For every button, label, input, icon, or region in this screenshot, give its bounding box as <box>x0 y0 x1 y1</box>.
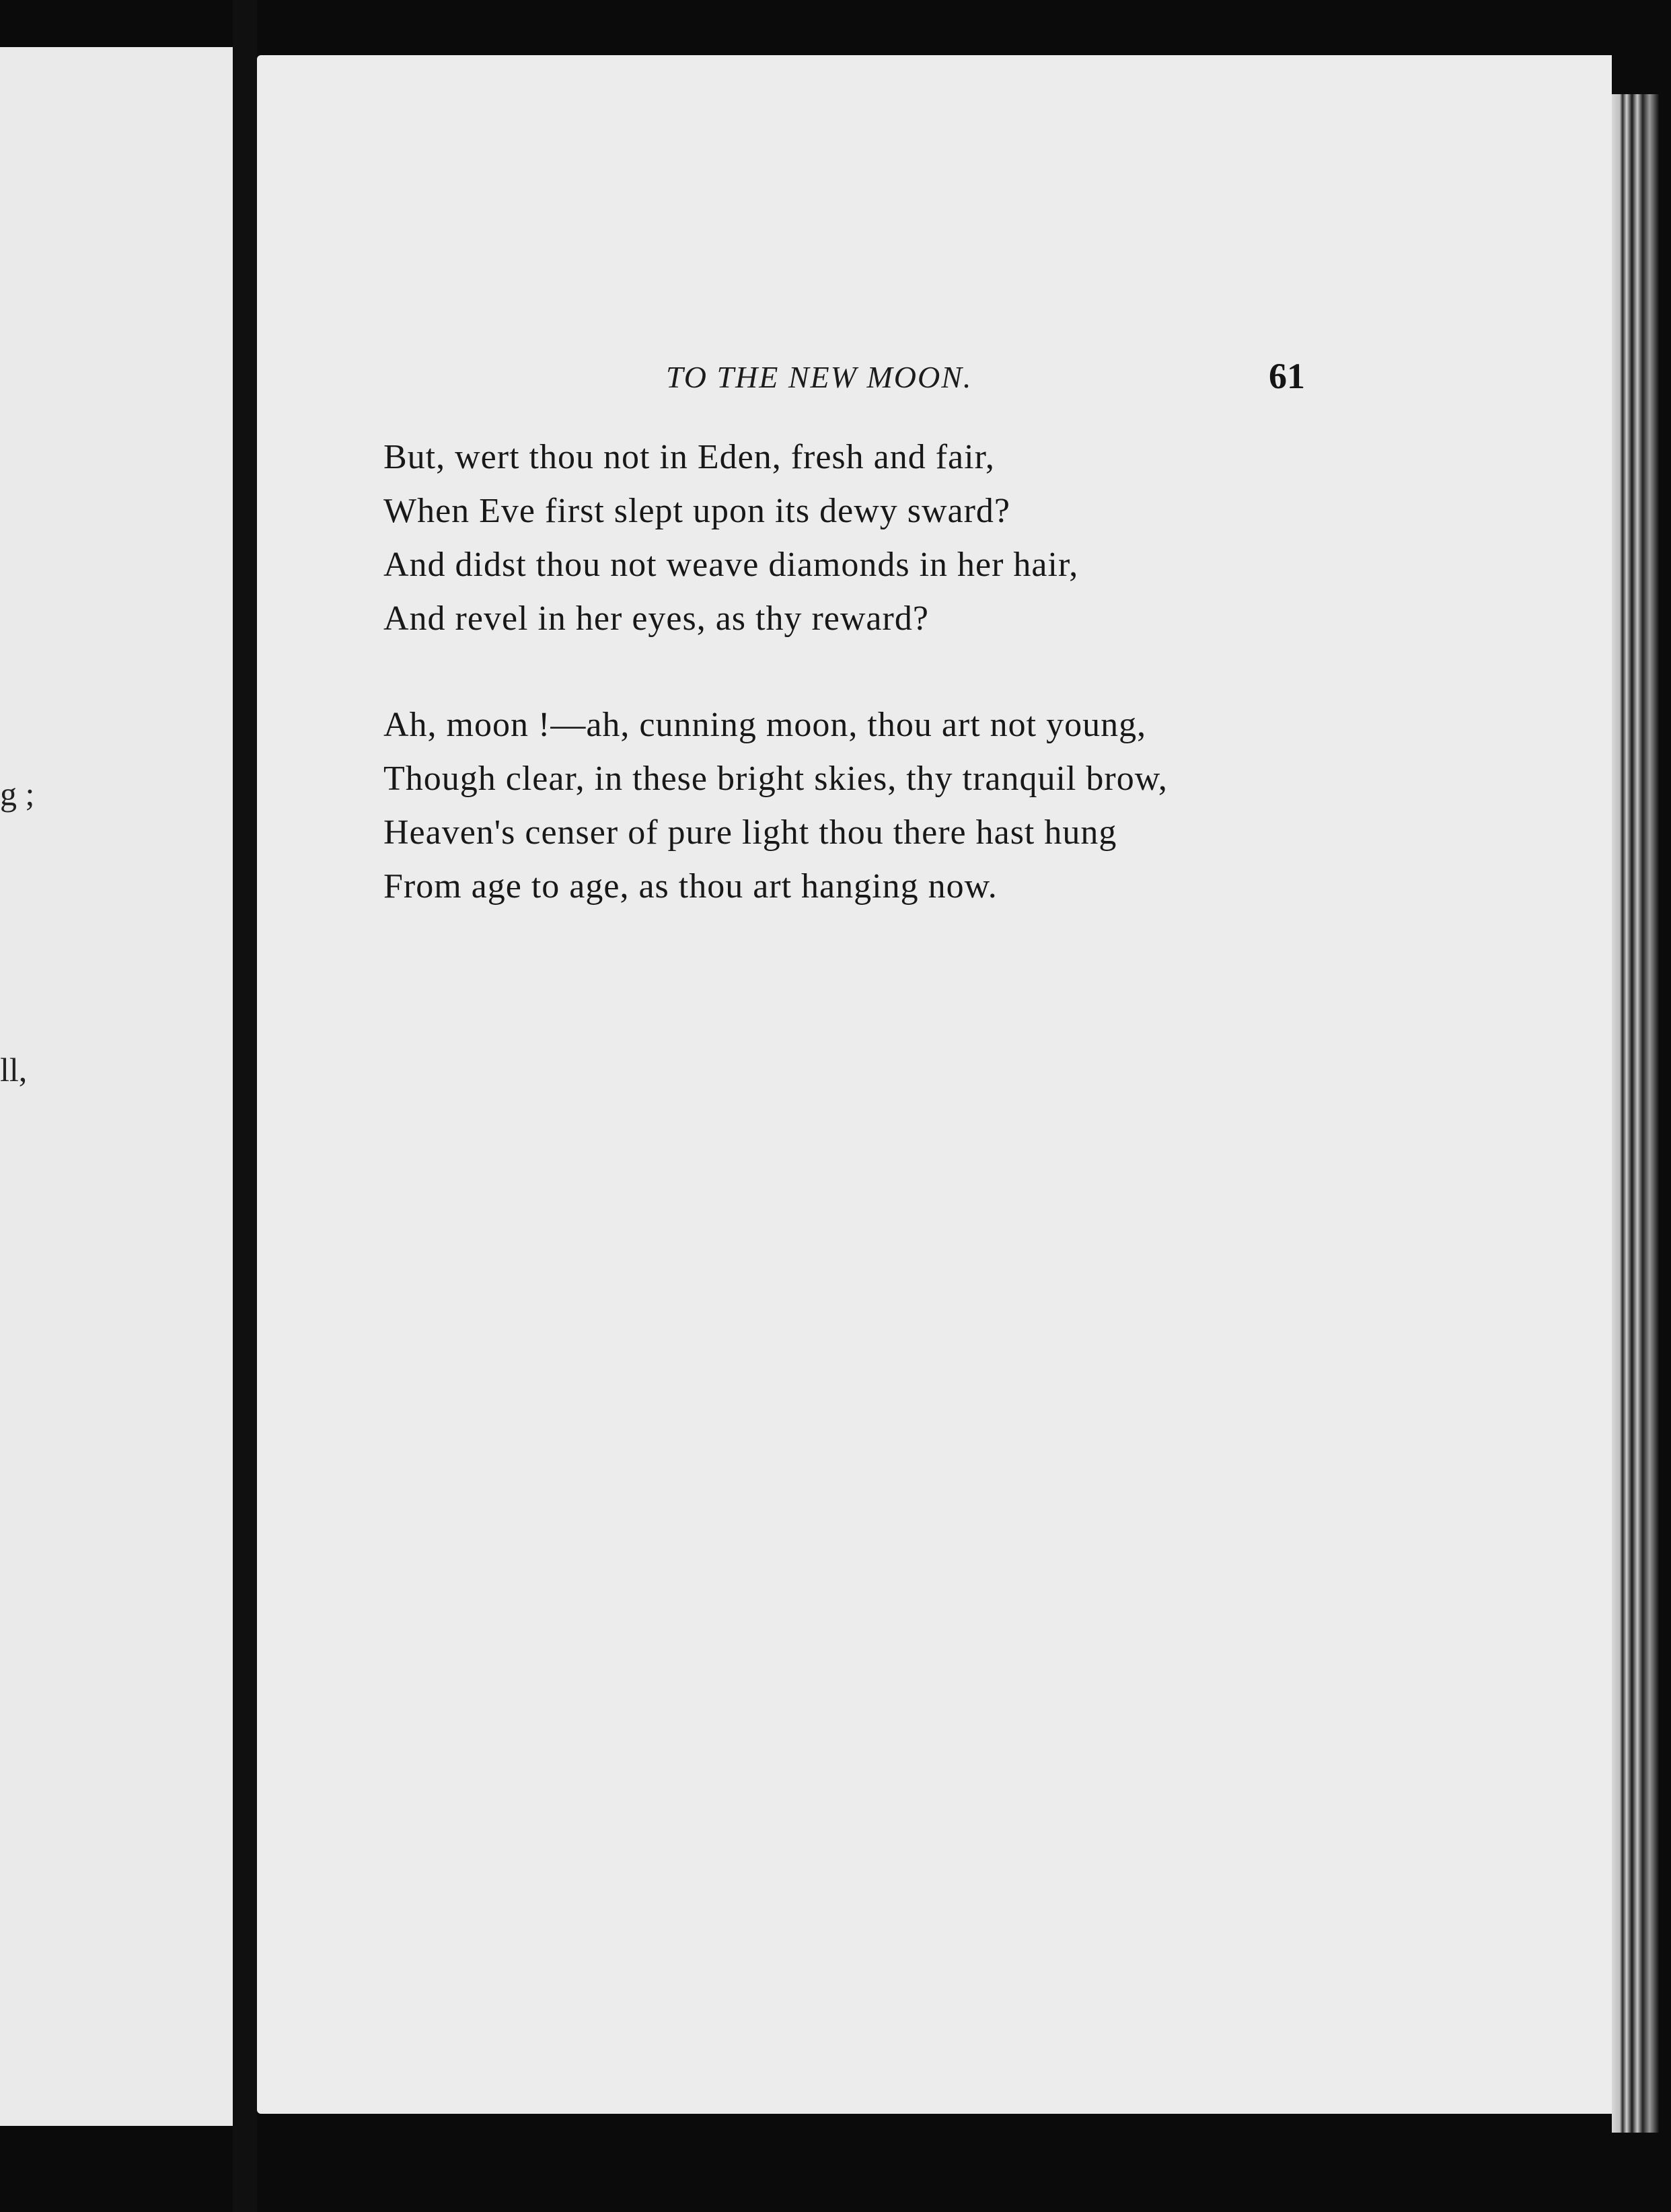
left-facing-page <box>0 47 235 2126</box>
stanza <box>383 698 1392 914</box>
running-head <box>410 301 1487 396</box>
poem-line: When Eve first slept upon its dewy sward? <box>383 492 1011 530</box>
poem-body <box>383 431 1392 966</box>
poem-line: From age to age, as thou art hanging now. <box>383 867 998 906</box>
poem-line: And didst thou not weave diamonds in her hair, <box>383 546 1079 584</box>
page-edges <box>1612 94 1659 2133</box>
book-gutter <box>233 0 257 2212</box>
left-page-text-fragment: g ; <box>0 775 35 813</box>
page-number: 61 <box>1269 356 1305 396</box>
stanza <box>383 431 1392 646</box>
running-title: TO THE NEW MOON. <box>666 360 973 394</box>
poem-line: Heaven's censer of pure light thou there hast hung <box>383 813 1117 852</box>
left-page-text-fragment: ll, <box>0 1051 28 1089</box>
poem-line: And revel in her eyes, as thy reward? <box>383 599 929 638</box>
poem-line: Though clear, in these bright skies, thy tranquil brow, <box>383 760 1168 798</box>
poem-line: Ah, moon !—ah, cunning moon, thou art not young, <box>383 706 1147 744</box>
poem-line: But, wert thou not in Eden, fresh and fair, <box>383 438 995 476</box>
